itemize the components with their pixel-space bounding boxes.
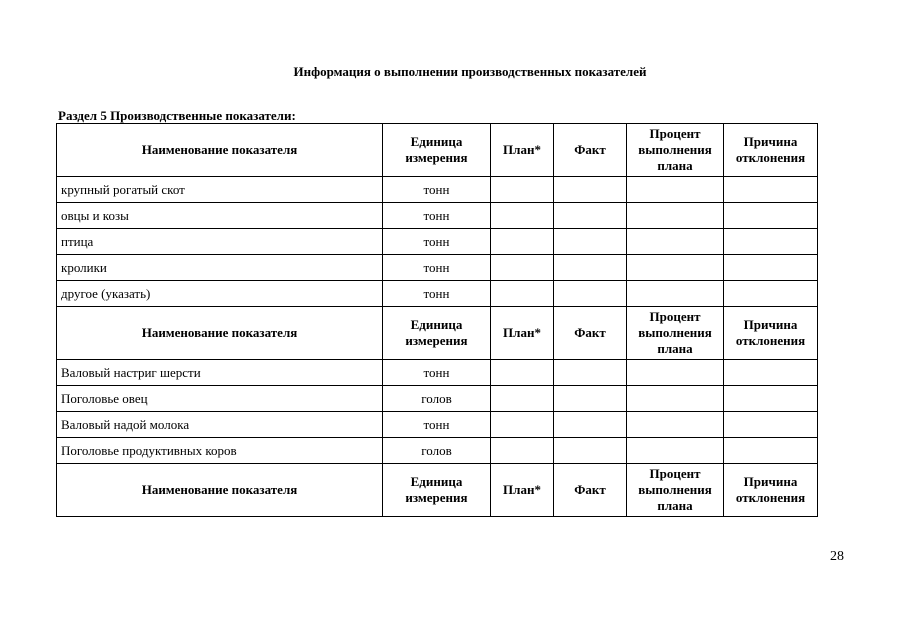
- percent-cell[interactable]: [627, 229, 724, 255]
- header-plan: План*: [491, 464, 554, 517]
- indicator-unit: тонн: [383, 412, 491, 438]
- table-row: [57, 281, 818, 307]
- header-name: Наименование показателя: [57, 307, 383, 360]
- plan-cell[interactable]: [491, 229, 554, 255]
- indicator-name: кролики: [57, 255, 383, 281]
- header-reason: Причина отклонения: [724, 307, 818, 360]
- header-fact: Факт: [554, 307, 627, 360]
- indicator-unit: тонн: [383, 177, 491, 203]
- percent-cell[interactable]: [627, 412, 724, 438]
- percent-cell[interactable]: [627, 281, 724, 307]
- fact-cell[interactable]: [554, 255, 627, 281]
- table-row: [57, 360, 818, 386]
- plan-cell[interactable]: [491, 281, 554, 307]
- header-percent: Процент выполнения плана: [627, 124, 724, 177]
- indicator-unit: голов: [383, 438, 491, 464]
- indicator-name: другое (указать): [57, 281, 383, 307]
- reason-cell[interactable]: [724, 177, 818, 203]
- percent-cell[interactable]: [627, 386, 724, 412]
- document-title: Информация о выполнении производственных показателей: [293, 64, 647, 79]
- reason-cell[interactable]: [724, 438, 818, 464]
- header-percent: Процент выполнения плана: [627, 307, 724, 360]
- plan-cell[interactable]: [491, 360, 554, 386]
- section-heading: Раздел 5 Производственные показатели:: [58, 108, 296, 123]
- table-row: [57, 229, 818, 255]
- plan-cell[interactable]: [491, 177, 554, 203]
- percent-cell[interactable]: [627, 177, 724, 203]
- fact-cell[interactable]: [554, 360, 627, 386]
- fact-cell[interactable]: [554, 438, 627, 464]
- header-unit: Единица измерения: [383, 464, 491, 517]
- indicator-unit: тонн: [383, 229, 491, 255]
- fact-cell[interactable]: [554, 203, 627, 229]
- indicator-unit: тонн: [383, 203, 491, 229]
- reason-cell[interactable]: [724, 229, 818, 255]
- table-row: [57, 177, 818, 203]
- fact-cell[interactable]: [554, 281, 627, 307]
- reason-cell[interactable]: [724, 255, 818, 281]
- header-reason: Причина отклонения: [724, 464, 818, 517]
- indicator-unit: голов: [383, 386, 491, 412]
- header-unit: Единица измерения: [383, 307, 491, 360]
- indicator-name: Поголовье продуктивных коров: [57, 438, 383, 464]
- header-plan: План*: [491, 124, 554, 177]
- percent-cell[interactable]: [627, 438, 724, 464]
- indicator-unit: тонн: [383, 255, 491, 281]
- reason-cell[interactable]: [724, 412, 818, 438]
- indicator-name: птица: [57, 229, 383, 255]
- indicator-name: овцы и козы: [57, 203, 383, 229]
- fact-cell[interactable]: [554, 177, 627, 203]
- plan-cell[interactable]: [491, 438, 554, 464]
- table-row: [57, 438, 818, 464]
- indicator-name: Поголовье овец: [57, 386, 383, 412]
- percent-cell[interactable]: [627, 360, 724, 386]
- plan-cell[interactable]: [491, 255, 554, 281]
- header-fact: Факт: [554, 464, 627, 517]
- fact-cell[interactable]: [554, 386, 627, 412]
- header-unit: Единица измерения: [383, 124, 491, 177]
- header-name: Наименование показателя: [57, 124, 383, 177]
- reason-cell[interactable]: [724, 360, 818, 386]
- header-name: Наименование показателя: [57, 464, 383, 517]
- reason-cell[interactable]: [724, 203, 818, 229]
- header-plan: План*: [491, 307, 554, 360]
- plan-cell[interactable]: [491, 203, 554, 229]
- page-number: 28: [830, 549, 844, 564]
- indicator-unit: тонн: [383, 281, 491, 307]
- plan-cell[interactable]: [491, 412, 554, 438]
- indicator-name: Валовый надой молока: [57, 412, 383, 438]
- indicator-name: крупный рогатый скот: [57, 177, 383, 203]
- header-reason: Причина отклонения: [724, 124, 818, 177]
- table-header-row: [57, 307, 818, 360]
- indicator-unit: тонн: [383, 360, 491, 386]
- indicators-table: [56, 123, 818, 517]
- fact-cell[interactable]: [554, 412, 627, 438]
- plan-cell[interactable]: [491, 386, 554, 412]
- header-fact: Факт: [554, 124, 627, 177]
- percent-cell[interactable]: [627, 255, 724, 281]
- table-row: [57, 386, 818, 412]
- table-row: [57, 255, 818, 281]
- table-row: [57, 412, 818, 438]
- indicator-name: Валовый настриг шерсти: [57, 360, 383, 386]
- fact-cell[interactable]: [554, 229, 627, 255]
- percent-cell[interactable]: [627, 203, 724, 229]
- table-header-row: [57, 464, 818, 517]
- reason-cell[interactable]: [724, 386, 818, 412]
- table-header-row: [57, 124, 818, 177]
- table-row: [57, 203, 818, 229]
- reason-cell[interactable]: [724, 281, 818, 307]
- header-percent: Процент выполнения плана: [627, 464, 724, 517]
